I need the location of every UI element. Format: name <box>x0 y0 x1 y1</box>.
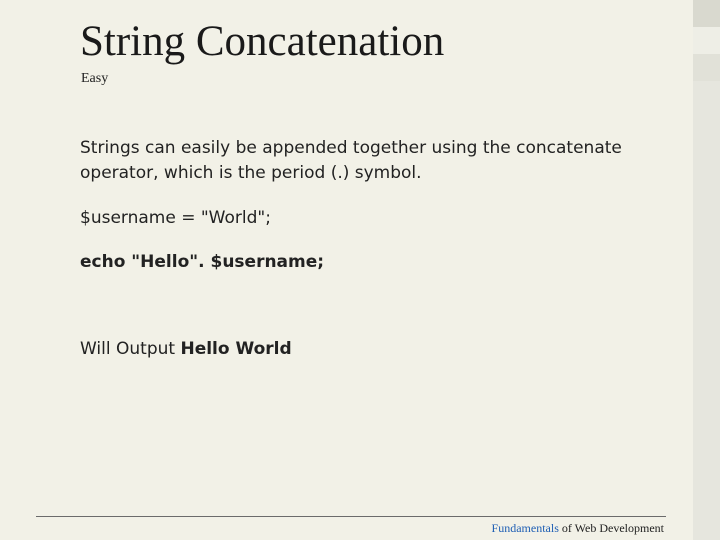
stripe-block <box>693 54 720 81</box>
stripe-block <box>693 0 720 27</box>
stripe-block <box>693 27 720 54</box>
intro-text: Strings can easily be appended together using the concatenate operator, which is the period (.) symbol. <box>80 138 622 183</box>
output-prefix: Will Output <box>80 339 181 359</box>
footer-course-name <box>492 521 664 535</box>
slide-title: String Concatenation <box>80 18 445 65</box>
output-text <box>80 337 292 362</box>
output-value: Hello World <box>180 339 292 359</box>
slide-subtitle: Easy <box>81 71 109 86</box>
right-decorative-stripe <box>693 0 720 540</box>
footer-highlight: Fundamentals <box>491 521 559 535</box>
code-line-echo: echo "Hello". $username; <box>80 252 325 272</box>
footer-rest: of Web Development <box>558 521 664 535</box>
footer-divider <box>36 516 666 517</box>
code-line-username: $username = "World"; <box>80 208 271 228</box>
